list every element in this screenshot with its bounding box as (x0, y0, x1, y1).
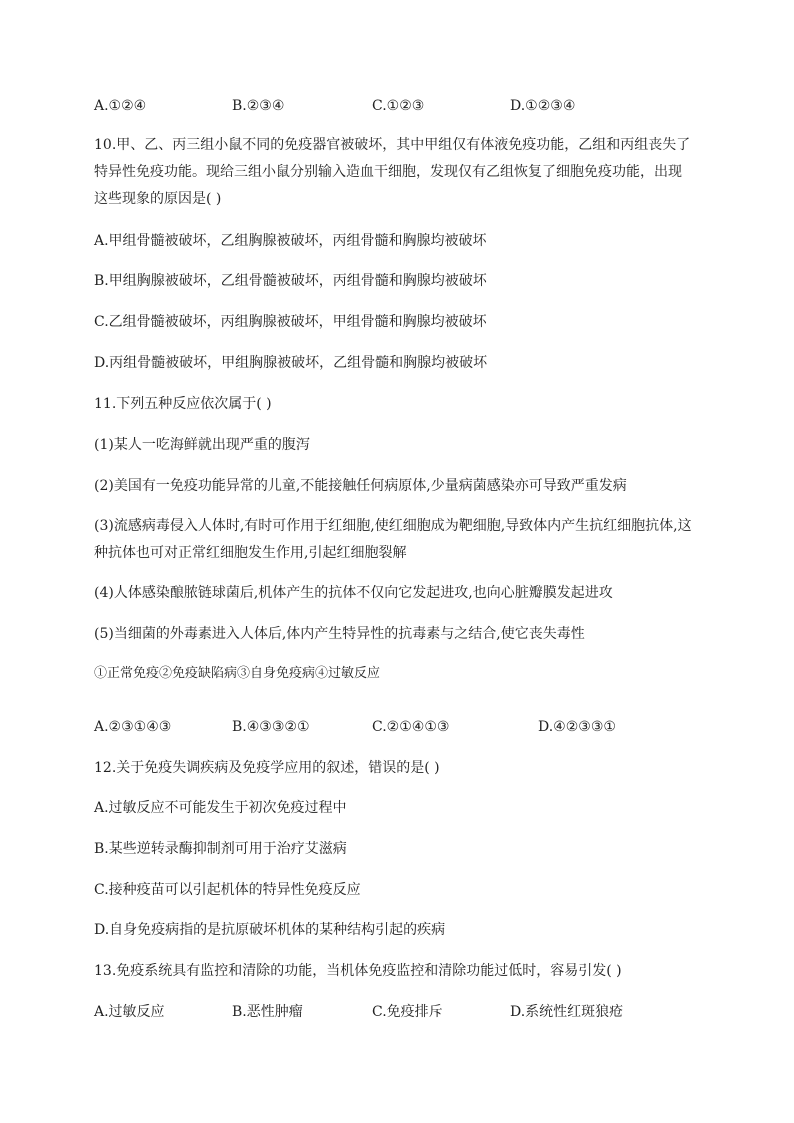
q10-option-c: C.乙组骨髓被破坏，丙组胸腺被破坏，甲组骨髓和胸腺均被破坏 (94, 314, 487, 330)
q11-item-4: (4)人体感染酿脓链球菌后,机体产生的抗体不仅向它发起进攻,也向心脏瓣膜发起进攻 (94, 585, 613, 601)
q11-option-c: C.②①④①③ (372, 719, 450, 735)
q10-option-d: D.丙组骨髓被破坏，甲组胸腺被破坏，乙组骨髓和胸腺均被破坏 (94, 355, 488, 371)
q13-stem: 13.免疫系统具有监控和清除的功能，当机体免疫监控和清除功能过低时，容易引发( ) (94, 963, 622, 979)
q10-stem (94, 135, 694, 209)
q10-stem-line-2: 特异性免疫功能。现给三组小鼠分别输入造血干细胞，发现仅有乙组恢复了细胞免疫功能，出现 (94, 164, 682, 180)
q12-option-b: B.某些逆转录酶抑制剂可用于治疗艾滋病 (94, 841, 347, 857)
q11-item-2: (2)美国有一免疫功能异常的儿童,不能接触任何病原体,少量病菌感染亦可导致严重发病 (94, 478, 627, 494)
q11-item-3-line-1: (3)流感病毒侵入人体时,有时可作用于红细胞,使红细胞成为靶细胞,导致体内产生抗红细胞抗体,这 (94, 518, 692, 534)
q11-item-3-line-2: 种抗体也可对正常红细胞发生作用,引起红细胞裂解 (94, 545, 407, 561)
q9-option-c: C.①②③ (372, 98, 425, 114)
q10-option-b: B.甲组胸腺被破坏，乙组骨髓被破坏，丙组骨髓和胸腺均被破坏 (94, 273, 487, 289)
q13-option-c: C.免疫排斥 (372, 1004, 443, 1020)
q10-stem-line-3: 这些现象的原因是( ) (94, 191, 222, 207)
q13-option-a: A.过敏反应 (94, 1004, 165, 1020)
q12-stem: 12.关于免疫失调疾病及免疫学应用的叙述，错误的是( ) (94, 760, 440, 776)
q12-option-d: D.自身免疫病指的是抗原破坏机体的某种结构引起的疾病 (94, 922, 446, 938)
q13-option-b: B.恶性肿瘤 (232, 1004, 303, 1020)
q11-key: ①正常免疫②免疫缺陷病③自身免疫病④过敏反应 (94, 666, 381, 681)
q11-item-5: (5)当细菌的外毒素进入人体后,体内产生特异性的抗毒素与之结合,使它丧失毒性 (94, 626, 585, 642)
q11-stem: 11.下列五种反应依次属于( ) (94, 396, 272, 412)
q10-option-a: A.甲组骨髓被破坏，乙组胸腺被破坏，丙组骨髓和胸腺均被破坏 (94, 233, 487, 249)
q11-option-a: A.②③①④③ (94, 719, 172, 735)
q13-option-d: D.系统性红斑狼疮 (510, 1004, 624, 1020)
q11-item-1: (1)某人一吃海鲜就出现严重的腹泻 (94, 437, 310, 453)
q11-option-d: D.④②③③① (538, 719, 616, 735)
q10-stem-line-1: 10.甲、乙、丙三组小鼠不同的免疫器官被破坏，其中甲组仅有体液免疫功能，乙组和丙组丧失了 (94, 137, 691, 153)
q12-option-c: C.接种疫苗可以引起机体的特异性免疫反应 (94, 882, 361, 898)
q11-item-3 (94, 516, 694, 563)
q11-option-b: B.④③③②① (232, 719, 310, 735)
q12-option-a: A.过敏反应不可能发生于初次免疫过程中 (94, 800, 347, 816)
q9-option-a: A.①②④ (94, 98, 147, 114)
q9-option-b: B.②③④ (232, 98, 285, 114)
q9-option-d: D.①②③④ (510, 98, 576, 114)
